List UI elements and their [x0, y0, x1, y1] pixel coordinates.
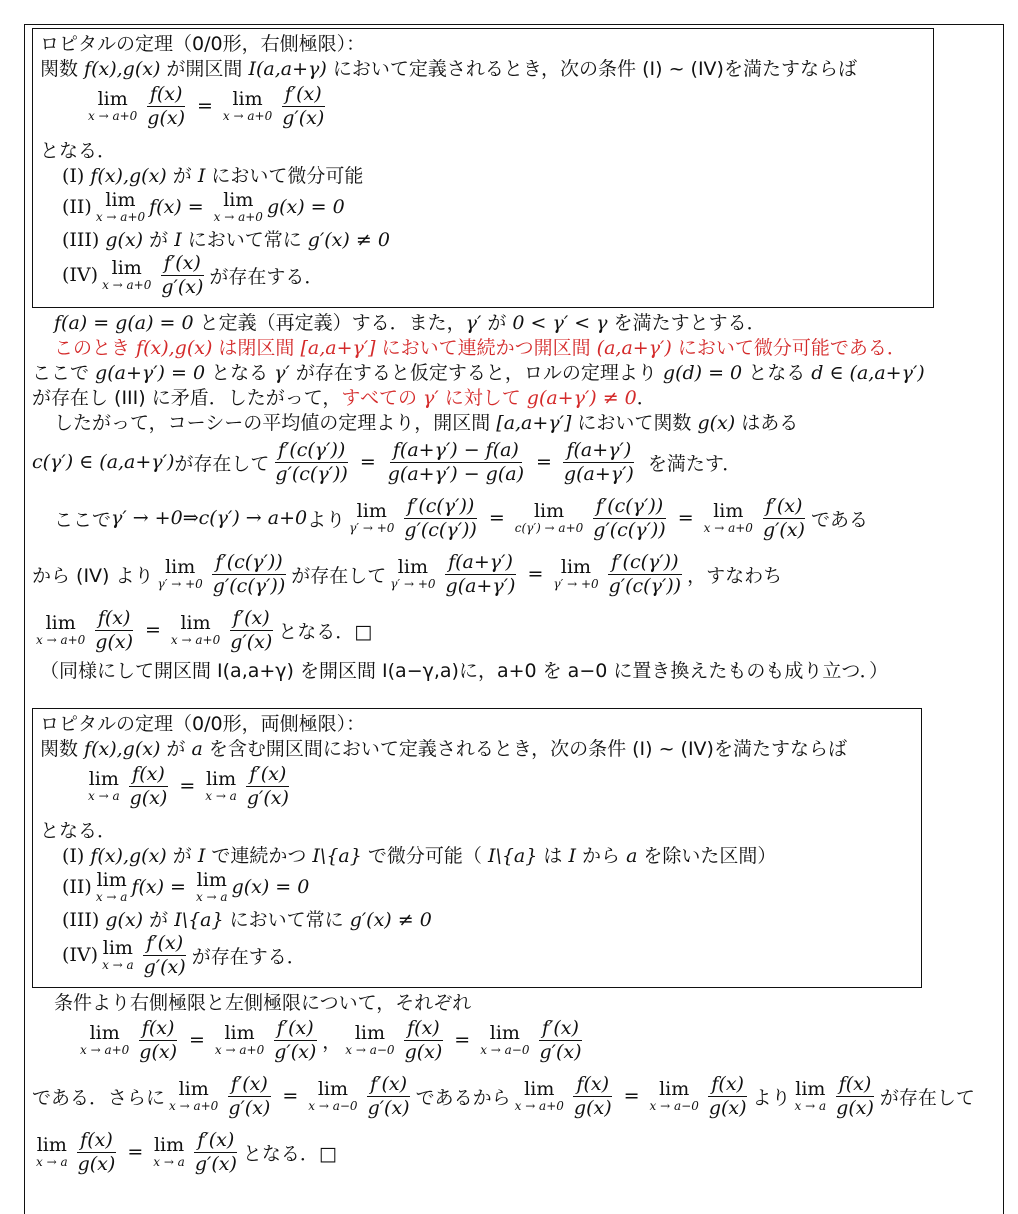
proof1-line2: このとき f(x),g(x) は閉区間 [a,a+γ′] において連続かつ開区間 (a,a+γ′) において微分可能である．	[54, 337, 906, 359]
theorem1-cond2: (II) lim x → a+0 f(x) = lim x → a+0 g(x) = 0	[62, 189, 345, 224]
theorem1-intro: 関数 f(x),g(x) が開区間 I(a,a+γ) において定義されるとき，次の条件 (I) ~ (IV)を満たすならば	[40, 58, 857, 80]
theorem1-cond1: (I) f(x),g(x) が I において微分可能	[62, 165, 364, 187]
proof1-line5: したがって，コーシーの平均値の定理より，開区間 [a,a+γ′] において関数 g(x) はある	[54, 412, 799, 434]
proof1-note: （同様にして開区間 I(a,a+γ) を開区間 I(a−γ,a)に，a+0 を a−0 に置き換えたものも成り立つ．）	[40, 660, 889, 682]
theorem1-cond4: (IV) lim x → a+0 $\frac{f'(x)}{g'(x)}$ が存在する．	[62, 252, 324, 298]
theorem2-intro: 関数 f(x),g(x) が a を含む開区間において定義されるとき，次の条件 (I) ~ (IV)を満たすならば	[40, 738, 847, 760]
theorem1-then: となる．	[40, 140, 117, 162]
theorem2-then: となる．	[40, 820, 117, 842]
proof1-line3: ここで g(a+γ′) = 0 となる γ′ が存在すると仮定すると，ロルの定理より g(d) = 0 となる d ∈ (a,a+γ′)	[32, 362, 925, 384]
proof2-line1: 条件より右側極限と左側極限について，それぞれ	[54, 992, 472, 1014]
proof2-equality-line: である．さらに lim x → a+0 $\frac{f'(x)}{g'(x)}$ = lim x → a−0 $\frac{f'(x)}{g'(x)}$ であるから lim x → a+0 $\frac{f(x)}{g(x)}$ = lim x → a−0 $\frac{f(x)}{g(x)}$ より lim x → a $\frac{f(x)}{g(x)}$ が存在して	[32, 1073, 975, 1119]
theorem2-cond2: (II) lim x → a f(x) = lim x → a g(x) = 0	[62, 869, 310, 904]
proof2-conclusion: lim x → a $\frac{f(x)}{g(x)}$ = lim x → a $\frac{f'(x)}{g'(x)}$ となる．□	[36, 1129, 337, 1175]
proof1-line1: f(a) = g(a) = 0 と定義（再定義）する．また，γ′ が 0 < γ′ < γ を満たすとする．	[54, 312, 766, 334]
theorem2-cond1: (I) f(x),g(x) が I で連続かつ I\{a} で微分可能（ I\{a} は I から a を除いた区間）	[62, 845, 777, 867]
proof1-exist-line: から (IV) より lim γ′ → +0 $\frac{f'(c(\gamma'))}{g'(c(\gamma'))}$ が存在して lim γ′ → +0 $\frac{f(a+\gamma')}{g(a+\gamma')}$ = lim γ′ → +0 $\frac{f'(c(\gamma'))}{g'(c(\gamma'))}$ ，すなわち	[32, 551, 783, 597]
proof1-line4: が存在し (III) に矛盾．したがって，すべての γ′ に対して g(a+γ′) ≠ 0．	[32, 387, 656, 409]
theorem1-title: ロピタルの定理（0/0形，右側極限）：	[40, 33, 366, 55]
theorem1-cond3: (III) g(x) が I において常に g′(x) ≠ 0	[62, 229, 390, 251]
theorem2-main-formula: lim x → a $\frac{f(x)}{g(x)}$ = lim x → a $\frac{f'(x)}{g'(x)}$	[88, 763, 289, 809]
theorem2-cond4: (IV) lim x → a $\frac{f'(x)}{g'(x)}$ が存在する．	[62, 932, 306, 978]
proof1-cauchy-formula: c(γ′) ∈ (a,a+γ′) が存在して $\frac{f'(c(\gamma'))}{g'(c(\gamma'))}$ = $\frac{f(a+\gamma') - f(a)}{g(a+\gamma') - g(a)}$ = $\frac{f(a+\gamma')}{g(a+\gamma')}$ を満たす．	[32, 439, 742, 485]
proof1-limit-line: ここで γ′ → +0 ⇒ c(γ′) → a+0 より lim γ′ → +0 $\frac{f'(c(\gamma'))}{g'(c(\gamma'))}$ = lim c(γ′) → a+0 $\frac{f'(c(\gamma'))}{g'(c(\gamma'))}$ = lim x → a+0 $\frac{f'(x)}{g'(x)}$ である	[54, 495, 868, 541]
proof1-conclusion: lim x → a+0 $\frac{f(x)}{g(x)}$ = lim x → a+0 $\frac{f'(x)}{g'(x)}$ となる．□	[36, 607, 373, 653]
theorem1-main-formula: lim x → a+0 $\frac{f(x)}{g(x)}$ = lim x → a+0 $\frac{f'(x)}{g'(x)}$	[88, 83, 325, 129]
proof2-one-sided-limits: lim x → a+0 $\frac{f(x)}{g(x)}$ = lim x → a+0 $\frac{f'(x)}{g'(x)}$ ， lim x → a−0 $\frac{f(x)}{g(x)}$ = lim x → a−0 $\frac{f'(x)}{g'(x)}$	[80, 1017, 582, 1063]
theorem2-cond3: (III) g(x) が I\{a} において常に g′(x) ≠ 0	[62, 909, 432, 931]
theorem2-title: ロピタルの定理（0/0形，両側極限）：	[40, 713, 366, 735]
